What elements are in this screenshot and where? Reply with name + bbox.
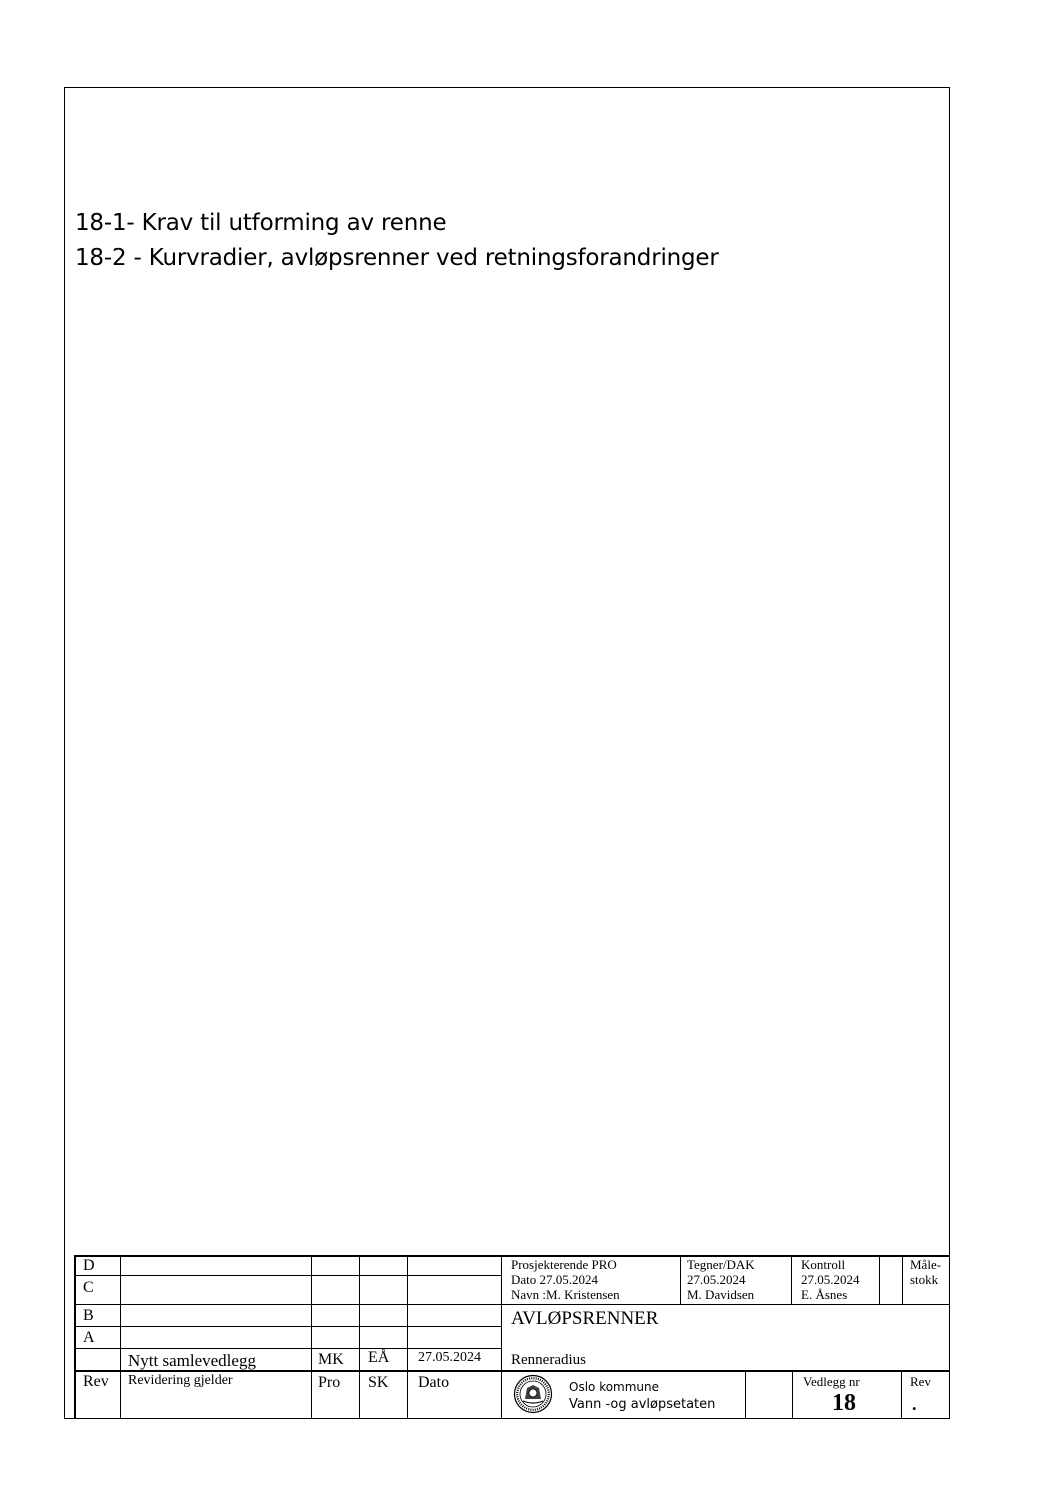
revision-pro: MK (318, 1351, 344, 1368)
rev-box-value: . (912, 1394, 917, 1414)
header-pro: Pro (318, 1374, 341, 1391)
malestokk-label-1: Måle- (910, 1257, 942, 1272)
tegner-date: 27.05.2024 (687, 1272, 746, 1287)
header-rev: Rev (83, 1373, 109, 1390)
header-dato: Dato (418, 1374, 450, 1391)
kontroll-date: 27.05.2024 (801, 1272, 860, 1287)
revision-date: 27.05.2024 (418, 1350, 481, 1365)
revision-row-b: B (83, 1307, 94, 1324)
drawing-frame (64, 87, 950, 1419)
prosjekterende-label: Prosjekterende PRO (511, 1257, 617, 1272)
malestokk-label-2: stokk (910, 1272, 939, 1287)
prosjekterende-name: Navn :M. Kristensen (511, 1287, 620, 1302)
revision-text: Nytt samlevedlegg (128, 1351, 256, 1370)
heading-18-2: 18-2 - Kurvradier, avløpsrenner ved retningsforandringer (75, 245, 719, 271)
organization-unit: Vann -og avløpsetaten (569, 1397, 716, 1412)
revision-sk: EÅ (368, 1349, 390, 1366)
revision-row-d: D (83, 1257, 95, 1274)
tegner-name: M. Davidsen (687, 1287, 755, 1302)
rev-box-label: Rev (910, 1374, 931, 1389)
drawing-subtitle: Renneradius (511, 1352, 586, 1368)
heading-18-1: 18-1- Krav til utforming av renne (75, 210, 447, 236)
oslo-kommune-seal-icon (513, 1374, 553, 1414)
header-revidering: Revidering gjelder (128, 1373, 233, 1388)
drawing-title: AVLØPSRENNER (511, 1308, 659, 1329)
header-sk: SK (368, 1374, 389, 1391)
kontroll-name: E. Åsnes (801, 1287, 848, 1302)
kontroll-label: Kontroll (801, 1257, 846, 1272)
vedlegg-label: Vedlegg nr (803, 1374, 860, 1389)
vedlegg-number: 18 (832, 1390, 856, 1416)
organization-name: Oslo kommune (569, 1380, 660, 1394)
tegner-label: Tegner/DAK (687, 1257, 755, 1272)
prosjekterende-date: Dato 27.05.2024 (511, 1272, 599, 1287)
revision-row-a: A (83, 1329, 95, 1346)
revision-row-c: C (83, 1279, 94, 1296)
